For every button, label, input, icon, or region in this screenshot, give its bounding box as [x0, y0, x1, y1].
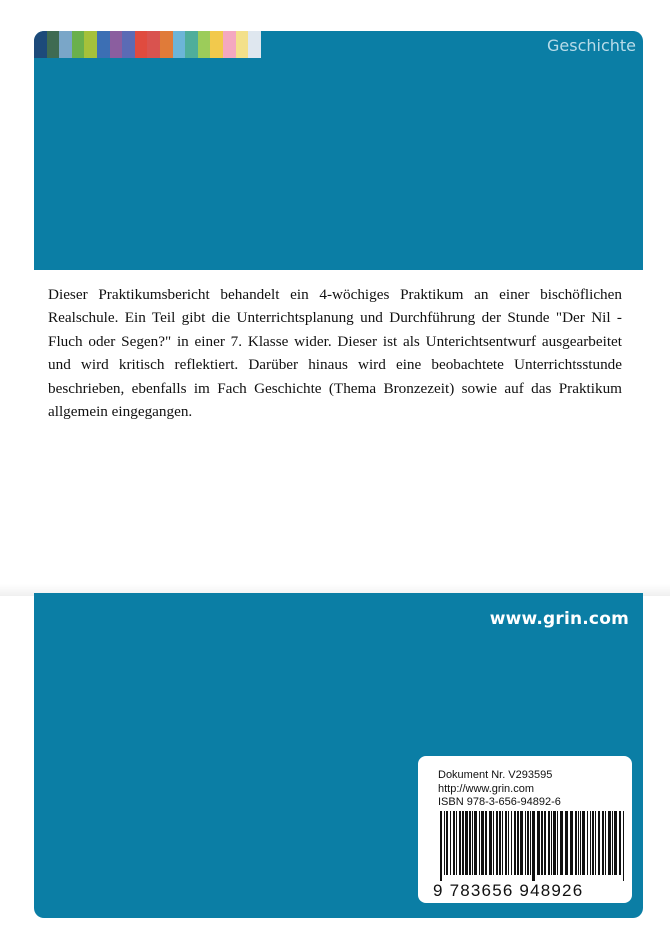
color-stripe — [173, 31, 186, 58]
barcode-bar — [537, 811, 540, 875]
cover-top-panel — [34, 31, 643, 270]
document-number: Dokument Nr. V293595 — [438, 769, 553, 781]
barcode-bar — [517, 811, 519, 875]
blurb-text: Dieser Praktikumsbericht behandelt ein 4-wöchiges Praktikum an einer bischöflichen Realschule. Ein Teil gibt die Unterrichtsplanung und Durchführung der Stunde "Der Nil - Fluch oder Segen?" in einer 7. Klasse wider. Dieser ist als Unterichtsentwurf ausgearbeitet und wird kritisch reflektiert. Darüber hinaus wird eine beobachtete Unterrichtsstunde beschrieben, ebenfalls im Fach Geschichte (Thema Bronzezeit) sowie auf das Praktikum allgemein eingegangen. — [48, 286, 622, 421]
barcode-bar — [532, 811, 535, 881]
barcode-bar — [570, 811, 573, 875]
barcode-bar — [446, 811, 448, 875]
barcode-bar — [605, 811, 606, 875]
barcode-bar — [505, 811, 507, 875]
barcode-bar — [548, 811, 550, 875]
color-stripe — [59, 31, 72, 58]
barcode-bar — [525, 811, 526, 875]
color-stripe — [185, 31, 198, 58]
barcode-bar — [582, 811, 585, 875]
barcode-bar — [496, 811, 498, 875]
barcode — [440, 811, 626, 881]
barcode-bar — [590, 811, 591, 875]
document-url: http://www.grin.com — [438, 782, 534, 795]
barcode-bar — [489, 811, 492, 875]
isbn-label: ISBN 978-3-656-94892-6 — [438, 796, 561, 808]
barcode-bar — [479, 811, 480, 875]
barcode-bar — [472, 811, 473, 875]
color-stripe — [198, 31, 211, 58]
barcode-bar — [578, 811, 579, 875]
barcode-bar — [623, 811, 624, 881]
barcode-bar — [444, 811, 445, 875]
color-stripe — [210, 31, 223, 58]
barcode-bar — [560, 811, 563, 875]
barcode-bar — [450, 811, 451, 875]
barcode-bar — [557, 811, 558, 875]
barcode-bar — [575, 811, 577, 875]
color-stripe — [236, 31, 249, 58]
barcode-bar — [527, 811, 529, 875]
barcode-bar — [541, 811, 543, 875]
color-stripe — [160, 31, 173, 58]
barcode-bar — [508, 811, 509, 875]
color-stripe — [223, 31, 236, 58]
barcode-bar — [485, 811, 487, 875]
barcode-bar — [514, 811, 516, 875]
barcode-bar — [474, 811, 477, 875]
barcode-bar — [592, 811, 594, 875]
barcode-bar — [440, 811, 442, 881]
barcode-bar — [493, 811, 494, 875]
barcode-bar — [544, 811, 546, 875]
barcode-bar — [502, 811, 503, 875]
barcode-bar — [595, 811, 596, 875]
color-stripe — [47, 31, 60, 58]
barcode-bar — [456, 811, 457, 875]
color-stripes — [34, 31, 261, 58]
barcode-bar — [520, 811, 523, 875]
barcode-bar — [580, 811, 581, 875]
barcode-bar — [598, 811, 600, 875]
barcode-bar — [530, 811, 531, 875]
barcode-box — [418, 756, 632, 903]
website-label: www.grin.com — [489, 609, 629, 629]
barcode-bar — [602, 811, 604, 875]
barcode-bar — [499, 811, 501, 875]
barcode-bar — [511, 811, 512, 875]
document-meta — [438, 769, 561, 810]
color-stripe — [248, 31, 261, 58]
barcode-bar — [612, 811, 613, 875]
barcode-bar — [608, 811, 611, 875]
barcode-bar — [481, 811, 484, 875]
color-stripe — [110, 31, 123, 58]
barcode-bar — [469, 811, 471, 875]
color-stripe — [72, 31, 85, 58]
barcode-bar — [551, 811, 552, 875]
barcode-digits: 9 783656 948926 — [433, 881, 584, 900]
barcode-bar — [465, 811, 468, 875]
color-stripe — [135, 31, 148, 58]
color-stripe — [97, 31, 110, 58]
barcode-bar — [553, 811, 556, 875]
color-stripe — [84, 31, 97, 58]
category-label: Geschichte — [546, 36, 636, 55]
barcode-bar — [462, 811, 464, 875]
barcode-bar — [614, 811, 617, 875]
color-stripe — [122, 31, 135, 58]
barcode-bar — [619, 811, 621, 875]
color-stripe — [34, 31, 47, 58]
barcode-bar — [459, 811, 461, 875]
cover-bottom-panel — [34, 593, 643, 918]
color-stripe — [147, 31, 160, 58]
barcode-bar — [565, 811, 568, 875]
barcode-bar — [587, 811, 588, 875]
barcode-bar — [453, 811, 455, 875]
